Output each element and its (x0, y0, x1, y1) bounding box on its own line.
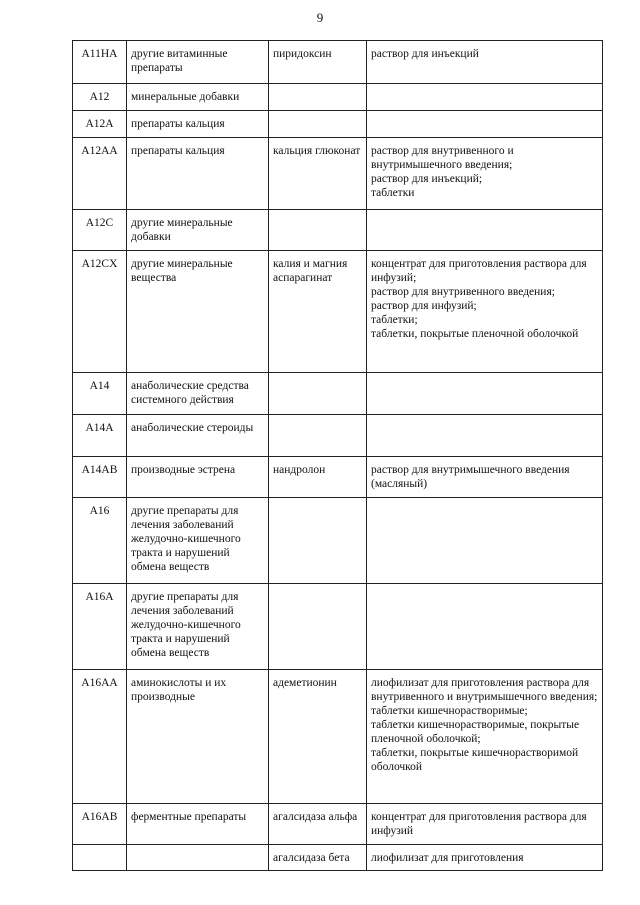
table-row (73, 41, 603, 84)
dosage-form: раствор для инъекций; (371, 173, 483, 185)
substance-name: калия и магния аспарагинат (269, 251, 367, 373)
group-name (127, 845, 269, 871)
group-name: ферментные препараты (127, 804, 269, 845)
dosage-form: таблетки (371, 187, 415, 199)
dosage-forms (367, 84, 603, 111)
atc-code: A12AA (73, 138, 127, 210)
page-number: 9 (316, 10, 324, 25)
substance-name: агалсидаза бета (269, 845, 367, 871)
dosage-forms (367, 111, 603, 138)
substance-name: агалсидаза альфа (269, 804, 367, 845)
group-name: другие минеральные добавки (127, 210, 269, 251)
table-row (73, 584, 603, 670)
dosage-forms (367, 41, 603, 84)
substance-name (269, 415, 367, 457)
table-row (73, 210, 603, 251)
atc-code: A14AB (73, 457, 127, 498)
substance-name (269, 84, 367, 111)
dosage-forms (367, 845, 603, 871)
substance-name (269, 373, 367, 415)
atc-code: A14A (73, 415, 127, 457)
atc-code: A11HA (73, 41, 127, 84)
dosage-forms (367, 670, 603, 804)
dosage-forms (367, 584, 603, 670)
dosage-form: лиофилизат для приготовления раствора для внутривенного и внутримышечного введения; (371, 677, 598, 703)
dosage-forms (367, 498, 603, 584)
atc-code: A16AB (73, 804, 127, 845)
atc-code: A12C (73, 210, 127, 251)
group-name: аминокислоты и их производные (127, 670, 269, 804)
dosage-form: раствор для внутривенного и внутримышечного введения; (371, 145, 514, 171)
dosage-form: концентрат для приготовления раствора для инфузий (371, 811, 587, 837)
dosage-forms (367, 373, 603, 415)
atc-code: A16AA (73, 670, 127, 804)
atc-code: A12A (73, 111, 127, 138)
dosage-form: раствор для внутривенного введения; (371, 286, 555, 298)
table-row (73, 415, 603, 457)
substance-name (269, 210, 367, 251)
group-name: другие минеральные вещества (127, 251, 269, 373)
substance-name (269, 584, 367, 670)
dosage-form: таблетки кишечнорастворимые, покрытые пленочной оболочкой; (371, 719, 580, 745)
dosage-form: концентрат для приготовления раствора для инфузий; (371, 258, 587, 284)
dosage-form: раствор для внутримышечного введения (масляный) (371, 464, 570, 490)
substance-name: кальция глюконат (269, 138, 367, 210)
group-name: минеральные добавки (127, 84, 269, 111)
group-name: другие препараты для лечения заболеваний желудочно-кишечного тракта и нарушений обмена веществ (127, 584, 269, 670)
group-name: препараты кальция (127, 111, 269, 138)
substance-name: адеметионин (269, 670, 367, 804)
atc-code: A12CX (73, 251, 127, 373)
table-row (73, 84, 603, 111)
table-row (73, 804, 603, 845)
dosage-forms (367, 415, 603, 457)
dosage-forms (367, 804, 603, 845)
group-name: другие витаминные препараты (127, 41, 269, 84)
dosage-form: раствор для инъекций (371, 48, 479, 60)
dosage-form: таблетки; (371, 314, 418, 326)
dosage-forms (367, 210, 603, 251)
atc-code: A14 (73, 373, 127, 415)
substance-name (269, 498, 367, 584)
substance-name: нандролон (269, 457, 367, 498)
table-row (73, 498, 603, 584)
dosage-form: таблетки, покрытые кишечнорастворимой оболочкой (371, 747, 579, 773)
dosage-forms (367, 138, 603, 210)
table-row (73, 138, 603, 210)
table-row (73, 111, 603, 138)
group-name: анаболические стероиды (127, 415, 269, 457)
atc-code: A16A (73, 584, 127, 670)
dosage-form: таблетки, покрытые пленочной оболочкой (371, 328, 579, 340)
group-name: анаболические средства системного действия (127, 373, 269, 415)
dosage-form: таблетки кишечнорастворимые; (371, 705, 528, 717)
drug-table (72, 40, 603, 871)
table-row (73, 457, 603, 498)
table-row (73, 251, 603, 373)
table-row (73, 845, 603, 871)
substance-name: пиридоксин (269, 41, 367, 84)
group-name: препараты кальция (127, 138, 269, 210)
dosage-form: раствор для инфузий; (371, 300, 477, 312)
atc-code: A16 (73, 498, 127, 584)
group-name: производные эстрена (127, 457, 269, 498)
table-row (73, 670, 603, 804)
atc-code: A12 (73, 84, 127, 111)
dosage-forms (367, 251, 603, 373)
atc-code (73, 845, 127, 871)
dosage-form: лиофилизат для приготовления (371, 852, 524, 864)
table-row (73, 373, 603, 415)
dosage-forms (367, 457, 603, 498)
group-name: другие препараты для лечения заболеваний желудочно-кишечного тракта и нарушений обмена веществ (127, 498, 269, 584)
substance-name (269, 111, 367, 138)
